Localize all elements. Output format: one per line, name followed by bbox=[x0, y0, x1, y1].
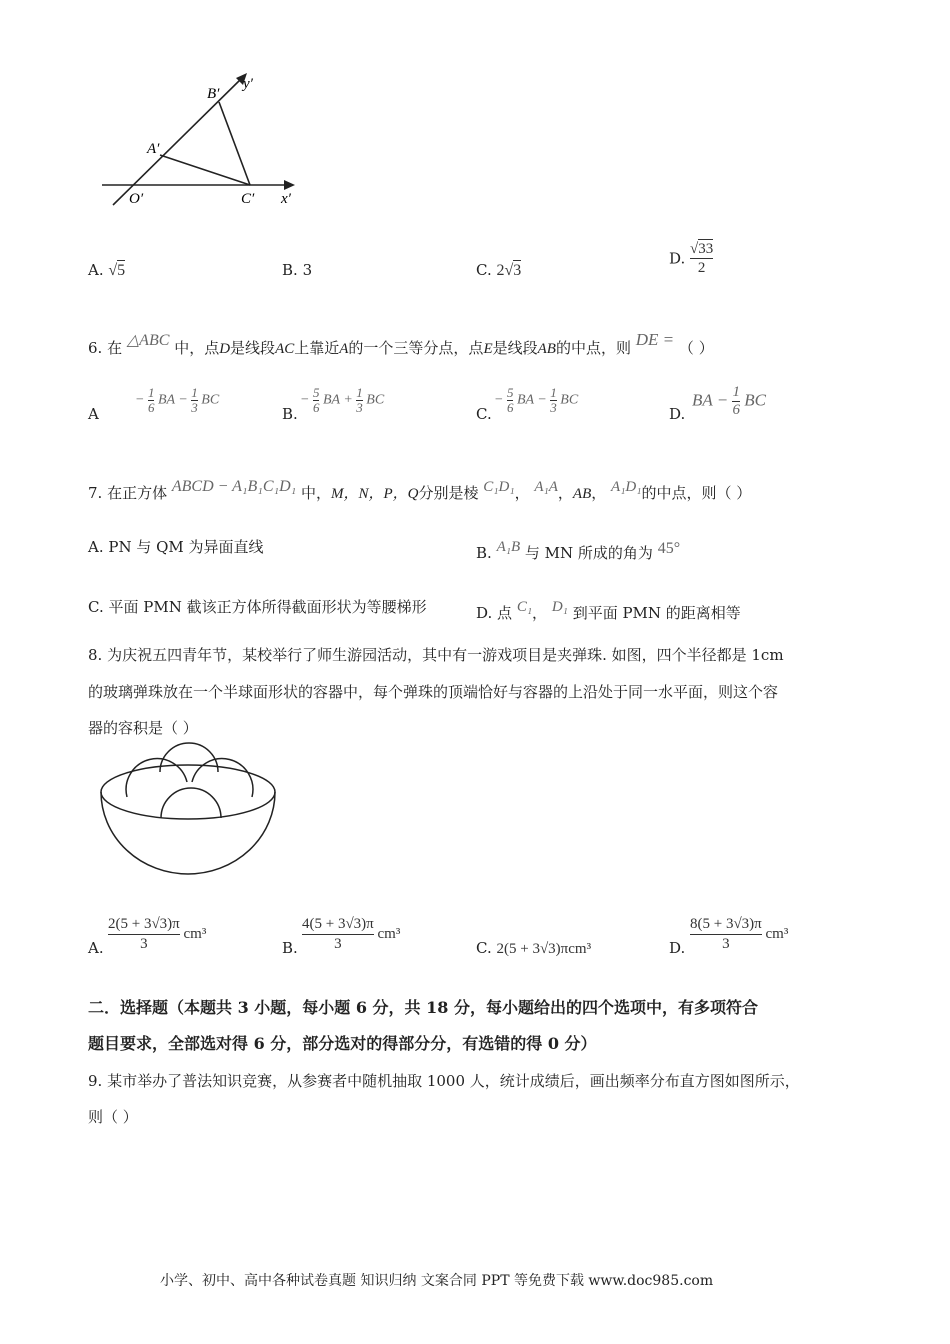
q9-line-1: 9. 某市举办了普法知识竞赛，从参赛者中随机抽取 1000 人，统计成绩后，画出频率分布直方图如图所示， bbox=[88, 1072, 800, 1090]
q8-line-1: 8. 为庆祝五四青年节，某校举行了师生游园活动，其中有一游戏项目是夹弹珠. 如图，四个半径都是 1cm bbox=[88, 646, 784, 664]
sign: − bbox=[135, 392, 145, 408]
denominator: 6 bbox=[312, 400, 320, 415]
segment-b-c bbox=[219, 102, 250, 185]
sqrt-value: √5 bbox=[108, 262, 126, 279]
point: C₁ bbox=[516, 599, 533, 615]
points: M，N，P，Q bbox=[330, 486, 419, 502]
fraction bbox=[732, 384, 740, 419]
option-value: 2√3 bbox=[496, 262, 522, 279]
q6-option-d[interactable] bbox=[669, 404, 685, 424]
q7-option-c[interactable]: C. 平面 PMN 截该正方体所得截面形状为等腰梯形 bbox=[88, 598, 427, 616]
vector: BC bbox=[201, 392, 220, 408]
q9-line-2: 则（ ） bbox=[88, 1108, 138, 1126]
q7-stem bbox=[88, 477, 751, 504]
numerator: 8(5 + 3√3)π bbox=[690, 916, 762, 932]
denominator: 6 bbox=[732, 402, 740, 418]
text: 是线段 bbox=[492, 339, 538, 357]
label-y: y′ bbox=[243, 76, 253, 92]
var-ab: AB bbox=[537, 341, 556, 357]
q5-option-c[interactable] bbox=[476, 260, 521, 281]
option-value: 3 bbox=[302, 261, 313, 279]
q6-option-c[interactable] bbox=[476, 404, 492, 424]
marble-right bbox=[192, 759, 253, 797]
fraction bbox=[302, 915, 374, 954]
page-footer: 小学、初中、高中各种试卷真题 知识归纳 文案合同 PPT 等免费下载 www.doc985.com bbox=[160, 1273, 714, 1289]
segment-a-c bbox=[160, 155, 250, 185]
de-expression: DE = bbox=[635, 330, 675, 349]
y-axis bbox=[113, 77, 243, 205]
option-label: B. bbox=[476, 544, 492, 562]
q7-option-b[interactable] bbox=[476, 537, 680, 563]
q8-option-b[interactable] bbox=[282, 938, 298, 958]
numerator: 2(5 + 3√3)π bbox=[108, 916, 180, 932]
option-label: C. bbox=[476, 405, 492, 423]
option-label: C. bbox=[476, 261, 492, 279]
vector: BA bbox=[157, 392, 175, 408]
numerator: 5 bbox=[312, 385, 320, 400]
fraction bbox=[148, 386, 155, 415]
q6-option-b-expr bbox=[300, 386, 384, 415]
denominator: 3 bbox=[356, 400, 363, 415]
numerator: 1 bbox=[550, 385, 557, 400]
oblique-axes-figure bbox=[95, 65, 315, 215]
unit: cm³ bbox=[377, 925, 401, 942]
option-label: D. bbox=[669, 939, 686, 957]
sign: − bbox=[716, 390, 729, 410]
q5-option-a[interactable] bbox=[88, 260, 125, 281]
q7-option-a[interactable]: A. PN 与 QM 为异面直线 bbox=[88, 538, 264, 556]
q5-option-b[interactable] bbox=[282, 260, 312, 280]
option-label: A. bbox=[88, 939, 104, 957]
denominator: 3 bbox=[334, 936, 342, 952]
vector: BC bbox=[560, 392, 579, 408]
section-2-heading-line-2: 题目要求，全部选对得 6 分，部分选对的得部分分，有选错的得 0 分） bbox=[88, 1034, 597, 1053]
q6-option-c-expr bbox=[494, 386, 578, 415]
triangle-abc: △ABC bbox=[126, 332, 170, 349]
segment: A₁B bbox=[496, 539, 521, 555]
text: 中， bbox=[300, 484, 331, 502]
unit: cm³ bbox=[765, 925, 789, 942]
option-label: A bbox=[88, 405, 99, 423]
numerator: 4(5 + 3√3)π bbox=[302, 916, 374, 932]
fraction bbox=[690, 240, 713, 277]
q6-option-b[interactable] bbox=[282, 404, 298, 424]
numerator: √33 bbox=[690, 241, 714, 257]
q6-option-d-expr bbox=[692, 384, 766, 419]
text: 上靠近 bbox=[294, 339, 340, 357]
q8-option-b-expr bbox=[302, 915, 400, 954]
q6-option-a-expr bbox=[135, 386, 219, 415]
vector: BC bbox=[744, 390, 766, 410]
option-label: B. bbox=[282, 405, 298, 423]
q8-option-d[interactable] bbox=[669, 938, 685, 958]
numerator: 5 bbox=[506, 385, 514, 400]
vector: BA bbox=[516, 392, 534, 408]
cube-name: ABCD − A₁B₁C₁D₁ bbox=[171, 478, 297, 495]
separator: ， bbox=[591, 484, 607, 502]
edge: A₁A bbox=[534, 479, 558, 495]
numerator: 1 bbox=[191, 385, 198, 400]
marble-front bbox=[161, 788, 221, 818]
x-axis-arrow bbox=[284, 180, 295, 190]
sign: − bbox=[178, 392, 188, 408]
radicand: 3 bbox=[513, 262, 522, 279]
separator: ， bbox=[514, 484, 530, 502]
vector: BA bbox=[322, 392, 340, 408]
label-o: O′ bbox=[129, 191, 144, 207]
denominator: 3 bbox=[550, 400, 557, 415]
text: 到平面 PMN 的距离相等 bbox=[572, 604, 741, 622]
denominator: 3 bbox=[191, 400, 198, 415]
bowl-with-marbles-figure bbox=[95, 742, 280, 882]
text: 与 MN 所成的角为 bbox=[524, 544, 653, 562]
numerator: 1 bbox=[356, 385, 363, 400]
fraction bbox=[507, 386, 514, 415]
label-b: B′ bbox=[207, 86, 220, 102]
section-2-heading-line-1: 二．选择题（本题共 3 小题，每小题 6 分，共 18 分，每小题给出的四个选项中，有多项符合 bbox=[88, 998, 758, 1017]
edge: C₁D₁ bbox=[483, 479, 515, 495]
option-label: D. bbox=[669, 249, 686, 268]
fraction bbox=[690, 915, 762, 954]
var-d: D bbox=[219, 341, 231, 357]
point: D₁ bbox=[551, 599, 568, 615]
label-x: x′ bbox=[281, 191, 291, 207]
option-label: A. bbox=[88, 261, 104, 279]
q8-option-d-expr bbox=[690, 915, 788, 954]
fraction bbox=[356, 386, 363, 415]
denominator: 2 bbox=[697, 260, 706, 276]
option-label: D. 点 bbox=[476, 604, 513, 622]
text: 是线段 bbox=[230, 339, 276, 357]
denominator: 3 bbox=[140, 936, 148, 952]
vector: BC bbox=[366, 392, 385, 408]
sign: − bbox=[300, 392, 310, 408]
sign: − bbox=[494, 392, 504, 408]
answer-blank: （ ） bbox=[678, 339, 714, 357]
edge: A₁D₁ bbox=[611, 479, 642, 495]
unit: cm³ bbox=[183, 925, 207, 942]
numerator: 1 bbox=[147, 385, 155, 400]
q6-option-a[interactable] bbox=[88, 404, 99, 424]
radicand: 5 bbox=[117, 262, 126, 279]
q7-option-d[interactable] bbox=[476, 597, 741, 623]
text: 的中点，则（ ） bbox=[641, 484, 752, 502]
option-label: B. bbox=[282, 261, 298, 279]
q8-option-c[interactable] bbox=[476, 938, 591, 959]
bowl-body bbox=[101, 792, 275, 874]
q8-line-2: 的玻璃弹珠放在一个半球面形状的容器中，每个弹珠的顶端恰好与容器的上沿处于同一水平面，则这个容 bbox=[88, 683, 779, 701]
fraction bbox=[191, 386, 198, 415]
edge: AB bbox=[572, 486, 592, 502]
text: 的一个三等分点，点 bbox=[348, 339, 484, 357]
question-number: 7. 在正方体 bbox=[88, 484, 168, 502]
q6-stem bbox=[88, 330, 714, 359]
vector: BA bbox=[692, 390, 713, 410]
q8-option-a-expr bbox=[108, 915, 206, 954]
var-e: E bbox=[483, 341, 493, 357]
q8-option-a[interactable] bbox=[88, 938, 104, 958]
marble-back bbox=[160, 743, 218, 772]
separator: ， bbox=[557, 484, 573, 502]
q5-option-d[interactable] bbox=[669, 240, 713, 277]
q8-line-3: 器的容积是（ ） bbox=[88, 719, 198, 737]
option-value: 2(5 + 3√3)πcm³ bbox=[496, 941, 592, 957]
sign: + bbox=[343, 392, 353, 408]
fraction bbox=[108, 915, 180, 954]
option-label: D. bbox=[669, 405, 686, 423]
text: 中，点 bbox=[174, 339, 220, 357]
fraction bbox=[550, 386, 557, 415]
bowl-rim bbox=[101, 765, 275, 819]
label-a: A′ bbox=[147, 141, 160, 157]
text: 分别是棱 bbox=[418, 484, 479, 502]
fraction bbox=[313, 386, 320, 415]
text: 的中点，则 bbox=[555, 339, 631, 357]
denominator: 6 bbox=[506, 400, 514, 415]
label-c: C′ bbox=[241, 191, 255, 207]
var-ac: AC bbox=[275, 341, 295, 357]
separator: ， bbox=[532, 604, 548, 622]
option-label: B. bbox=[282, 939, 298, 957]
sign: − bbox=[537, 392, 547, 408]
numerator: 1 bbox=[732, 384, 740, 400]
radicand: 33 bbox=[698, 241, 714, 257]
option-label: C. bbox=[476, 939, 492, 957]
question-number: 6. 在 bbox=[88, 339, 123, 357]
denominator: 3 bbox=[722, 936, 730, 952]
var-a: A bbox=[339, 341, 349, 357]
denominator: 6 bbox=[147, 400, 155, 415]
coefficient: 2 bbox=[496, 262, 505, 279]
angle-value: 45° bbox=[657, 540, 681, 557]
